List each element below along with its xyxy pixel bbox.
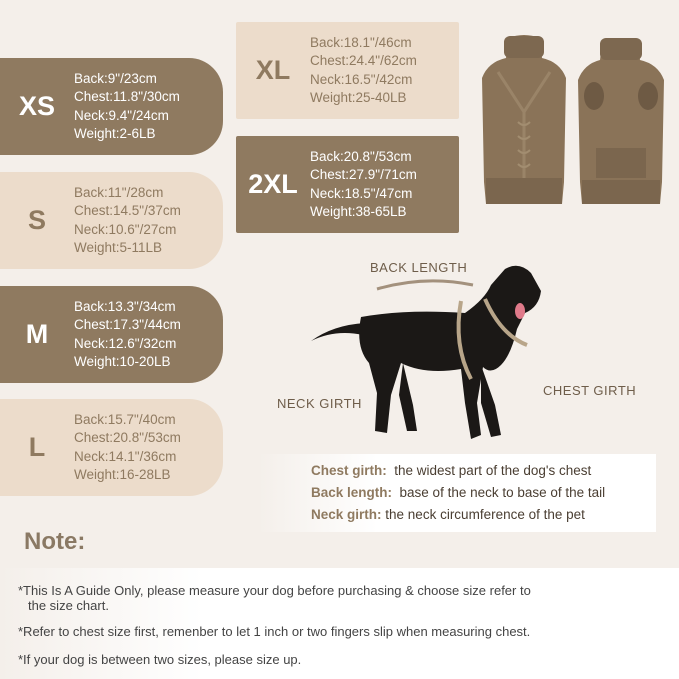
back-length-line bbox=[377, 281, 473, 289]
chest-value: Chest:24.4"/62cm bbox=[310, 53, 417, 69]
chest-value: Chest:14.5"/37cm bbox=[74, 203, 181, 219]
back-value: Back:20.8"/53cm bbox=[310, 148, 412, 164]
weight-value: Weight:38-65LB bbox=[310, 203, 407, 219]
back-value: Back:11"/28cm bbox=[74, 184, 164, 200]
definition-neck: Neck girth: the neck circumference of the pet bbox=[311, 507, 585, 522]
neck-value: Neck:9.4"/24cm bbox=[74, 107, 169, 123]
chest-value: Chest:20.8"/53cm bbox=[74, 430, 181, 446]
size-label: S bbox=[27, 205, 46, 235]
chest-girth-label: CHEST GIRTH bbox=[543, 383, 637, 398]
back-value: Back:9"/23cm bbox=[74, 70, 157, 86]
note-line-1-cont: the size chart. bbox=[28, 598, 109, 613]
size-label: XL bbox=[255, 55, 291, 85]
size-label: L bbox=[28, 432, 46, 462]
note-line-2: *Refer to chest size first, remenber to let 1 inch or two fingers slip when measuring chest. bbox=[18, 624, 531, 639]
neck-value: Neck:18.5"/47cm bbox=[310, 185, 413, 201]
back-value: Back:18.1"/46cm bbox=[310, 34, 412, 50]
definition-back: Back length: base of the neck to base of the tail bbox=[311, 485, 606, 500]
back-value: Back:15.7"/40cm bbox=[74, 411, 176, 427]
size-card-m bbox=[0, 286, 223, 383]
definition-chest: Chest girth: the widest part of the dog's chest bbox=[311, 463, 592, 478]
size-label: 2XL bbox=[248, 169, 298, 199]
size-label: M bbox=[25, 319, 49, 349]
dog-measurement-diagram bbox=[305, 255, 555, 450]
weight-value: Weight:10-20LB bbox=[74, 353, 171, 369]
back-length-label: BACK LENGTH bbox=[370, 260, 468, 275]
neck-value: Neck:10.6"/27cm bbox=[74, 221, 177, 237]
note-line-3: *If your dog is between two sizes, please size up. bbox=[18, 652, 302, 667]
sweater-front-image bbox=[478, 32, 570, 208]
neck-value: Neck:14.1"/36cm bbox=[74, 448, 177, 464]
chest-value: Chest:17.3"/44cm bbox=[74, 317, 181, 333]
sweater-back-image bbox=[574, 36, 668, 206]
size-card-xl bbox=[236, 22, 459, 119]
size-card-2xl bbox=[236, 136, 459, 233]
size-card-xs bbox=[0, 58, 223, 155]
note-line-1: *This Is A Guide Only, please measure your dog before purchasing & choose size refer to bbox=[18, 583, 531, 598]
back-value: Back:13.3"/34cm bbox=[74, 298, 176, 314]
weight-value: Weight:5-11LB bbox=[74, 239, 163, 255]
neck-value: Neck:16.5"/42cm bbox=[310, 71, 413, 87]
notes-box bbox=[0, 568, 679, 679]
weight-value: Weight:2-6LB bbox=[74, 125, 156, 141]
chest-value: Chest:11.8"/30cm bbox=[74, 89, 180, 105]
size-card-l bbox=[0, 399, 223, 496]
size-card-s bbox=[0, 172, 223, 269]
size-label: XS bbox=[18, 91, 56, 121]
neck-girth-label: NECK GIRTH bbox=[277, 396, 362, 411]
measurement-definitions bbox=[258, 454, 656, 532]
neck-value: Neck:12.6"/32cm bbox=[74, 335, 177, 351]
dog-silhouette bbox=[311, 266, 541, 439]
chest-value: Chest:27.9"/71cm bbox=[310, 167, 417, 183]
weight-value: Weight:16-28LB bbox=[74, 466, 171, 482]
weight-value: Weight:25-40LB bbox=[310, 89, 407, 105]
note-title: Note: bbox=[24, 528, 86, 555]
